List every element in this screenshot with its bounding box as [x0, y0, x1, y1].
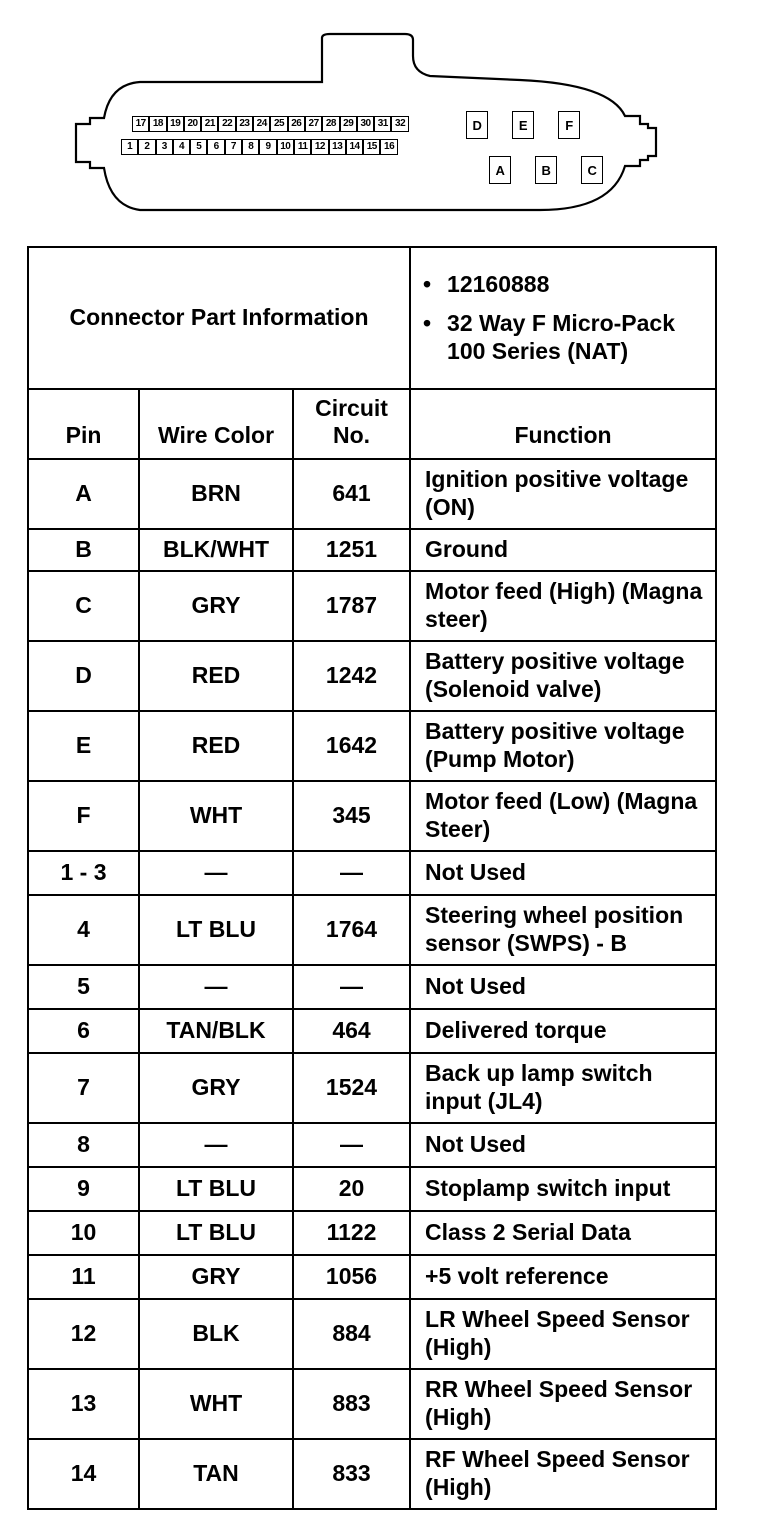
circuit-no-cell: —	[293, 965, 410, 1009]
pin-12: 12	[311, 139, 328, 155]
col-wire-color-header: Wire Color	[139, 389, 293, 459]
pin-7: 7	[225, 139, 242, 155]
pin-5: 5	[190, 139, 207, 155]
pinout-table	[27, 246, 717, 1510]
pin-25: 25	[270, 116, 287, 132]
pin-cell: 6	[28, 1009, 139, 1053]
wire-color-cell: WHT	[139, 1369, 293, 1439]
pin-22: 22	[218, 116, 235, 132]
pin-15: 15	[363, 139, 380, 155]
pin-cell: 5	[28, 965, 139, 1009]
pin-cell: D	[28, 641, 139, 711]
pin-cell: 1 - 3	[28, 851, 139, 895]
circuit-no-cell: —	[293, 851, 410, 895]
function-cell: Motor feed (Low) (Magna Steer)	[410, 781, 716, 851]
pin-cell: 11	[28, 1255, 139, 1299]
pin-31: 31	[374, 116, 391, 132]
wire-color-cell: RED	[139, 711, 293, 781]
pin-32: 32	[391, 116, 408, 132]
pin-16: 16	[380, 139, 397, 155]
pin-30: 30	[357, 116, 374, 132]
function-cell: LR Wheel Speed Sensor (High)	[410, 1299, 716, 1369]
circuit-no-cell: 883	[293, 1369, 410, 1439]
function-cell: +5 volt reference	[410, 1255, 716, 1299]
pin-21: 21	[201, 116, 218, 132]
table-row	[28, 965, 716, 1009]
circuit-no-cell: 1524	[293, 1053, 410, 1123]
pin-23: 23	[236, 116, 253, 132]
wire-color-cell: BRN	[139, 459, 293, 529]
pin-cell: 14	[28, 1439, 139, 1509]
table-row	[28, 1369, 716, 1439]
wire-color-cell: —	[139, 965, 293, 1009]
pin-24: 24	[253, 116, 270, 132]
table-row	[28, 1299, 716, 1369]
connector-diagram	[0, 0, 768, 235]
pin-cell: A	[28, 459, 139, 529]
table-row	[28, 1255, 716, 1299]
wire-color-cell: TAN/BLK	[139, 1009, 293, 1053]
pin-17: 17	[132, 116, 149, 132]
wire-color-cell: GRY	[139, 1255, 293, 1299]
circuit-no-cell: 833	[293, 1439, 410, 1509]
part-number: • 12160888	[447, 265, 715, 304]
table-row	[28, 711, 716, 781]
pin-26: 26	[288, 116, 305, 132]
table-row	[28, 781, 716, 851]
pin-f: F	[558, 111, 580, 139]
wire-color-cell: TAN	[139, 1439, 293, 1509]
table-row	[28, 1167, 716, 1211]
table-row	[28, 1123, 716, 1167]
function-cell: Not Used	[410, 965, 716, 1009]
top-pin-row	[132, 116, 409, 132]
table-row	[28, 1439, 716, 1509]
pin-cell: C	[28, 571, 139, 641]
circuit-no-cell: 1251	[293, 529, 410, 571]
part-info-details	[410, 247, 716, 389]
pin-11: 11	[294, 139, 311, 155]
pin-a: A	[489, 156, 511, 184]
pin-2: 2	[138, 139, 155, 155]
column-header-row	[28, 389, 716, 459]
col-circuit-no-header: Circuit No.	[293, 389, 410, 459]
pin-3: 3	[156, 139, 173, 155]
table-row	[28, 529, 716, 571]
part-info-row	[28, 247, 716, 389]
bottom-pin-row	[121, 139, 398, 155]
wire-color-cell: GRY	[139, 1053, 293, 1123]
wire-color-cell: GRY	[139, 571, 293, 641]
table-row	[28, 571, 716, 641]
part-info-list	[411, 265, 715, 370]
pin-20: 20	[184, 116, 201, 132]
wire-color-cell: RED	[139, 641, 293, 711]
pin-4: 4	[173, 139, 190, 155]
pin-cell: 8	[28, 1123, 139, 1167]
pin-18: 18	[149, 116, 166, 132]
wire-color-cell: LT BLU	[139, 1211, 293, 1255]
table-row	[28, 1053, 716, 1123]
pin-8: 8	[242, 139, 259, 155]
col-pin-header: Pin	[28, 389, 139, 459]
table-row	[28, 641, 716, 711]
function-cell: Not Used	[410, 1123, 716, 1167]
wire-color-cell: —	[139, 851, 293, 895]
table-row	[28, 851, 716, 895]
circuit-no-cell: 884	[293, 1299, 410, 1369]
pin-28: 28	[322, 116, 339, 132]
pin-29: 29	[340, 116, 357, 132]
pin-14: 14	[346, 139, 363, 155]
pin-cell: B	[28, 529, 139, 571]
part-info-label: Connector Part Information	[28, 247, 410, 389]
pin-cell: 12	[28, 1299, 139, 1369]
function-cell: Steering wheel position sensor (SWPS) - B	[410, 895, 716, 965]
table-row	[28, 1211, 716, 1255]
pin-6: 6	[207, 139, 224, 155]
pin-cell: F	[28, 781, 139, 851]
circuit-no-cell: 20	[293, 1167, 410, 1211]
pin-10: 10	[277, 139, 294, 155]
pin-b: B	[535, 156, 557, 184]
pin-cell: 9	[28, 1167, 139, 1211]
circuit-no-cell: 1122	[293, 1211, 410, 1255]
part-description: • 32 Way F Micro-Pack 100 Series (NAT)	[447, 304, 715, 370]
function-cell: Motor feed (High) (Magna steer)	[410, 571, 716, 641]
wire-color-cell: LT BLU	[139, 1167, 293, 1211]
pin-cell: E	[28, 711, 139, 781]
circuit-no-cell: —	[293, 1123, 410, 1167]
function-cell: Battery positive voltage (Pump Motor)	[410, 711, 716, 781]
function-cell: Not Used	[410, 851, 716, 895]
table-row	[28, 895, 716, 965]
function-cell: Ignition positive voltage (ON)	[410, 459, 716, 529]
circuit-no-cell: 1642	[293, 711, 410, 781]
pin-27: 27	[305, 116, 322, 132]
function-cell: Delivered torque	[410, 1009, 716, 1053]
pin-cell: 13	[28, 1369, 139, 1439]
function-cell: Back up lamp switch input (JL4)	[410, 1053, 716, 1123]
function-cell: Class 2 Serial Data	[410, 1211, 716, 1255]
pin-cell: 4	[28, 895, 139, 965]
circuit-no-cell: 1056	[293, 1255, 410, 1299]
function-cell: Stoplamp switch input	[410, 1167, 716, 1211]
circuit-no-cell: 641	[293, 459, 410, 529]
function-cell: Ground	[410, 529, 716, 571]
pin-cell: 10	[28, 1211, 139, 1255]
col-function-header: Function	[410, 389, 716, 459]
pin-9: 9	[259, 139, 276, 155]
circuit-no-cell: 464	[293, 1009, 410, 1053]
table-row	[28, 459, 716, 529]
wire-color-cell: —	[139, 1123, 293, 1167]
pin-19: 19	[167, 116, 184, 132]
wire-color-cell: BLK	[139, 1299, 293, 1369]
wire-color-cell: WHT	[139, 781, 293, 851]
wire-color-cell: BLK/WHT	[139, 529, 293, 571]
circuit-no-cell: 1787	[293, 571, 410, 641]
function-cell: RR Wheel Speed Sensor (High)	[410, 1369, 716, 1439]
wire-color-cell: LT BLU	[139, 895, 293, 965]
table-row	[28, 1009, 716, 1053]
pin-cell: 7	[28, 1053, 139, 1123]
circuit-no-cell: 1764	[293, 895, 410, 965]
pin-c: C	[581, 156, 603, 184]
pin-d: D	[466, 111, 488, 139]
pin-1: 1	[121, 139, 138, 155]
pin-e: E	[512, 111, 534, 139]
pin-13: 13	[329, 139, 346, 155]
function-cell: Battery positive voltage (Solenoid valve)	[410, 641, 716, 711]
circuit-no-cell: 1242	[293, 641, 410, 711]
function-cell: RF Wheel Speed Sensor (High)	[410, 1439, 716, 1509]
circuit-no-cell: 345	[293, 781, 410, 851]
